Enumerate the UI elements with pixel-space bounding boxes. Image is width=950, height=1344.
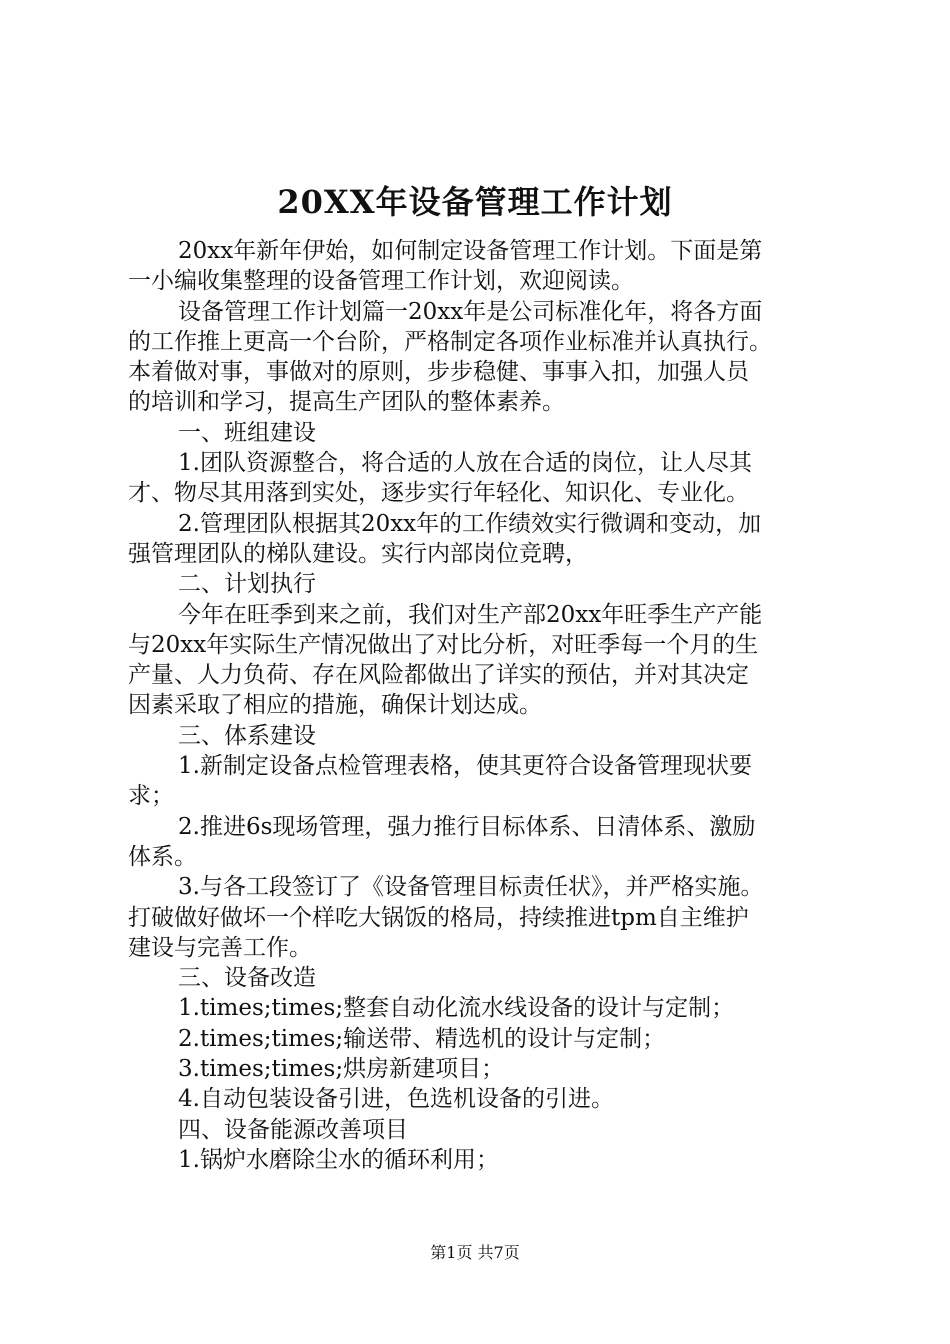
text-line: 2.推进6s现场管理，强力推行目标体系、日清体系、激励 [178,813,756,840]
text-line: 求； [128,783,174,810]
text-line: 产量、人力负荷、存在风险都做出了详实的预估，并对其决定 [128,662,749,689]
text-line: 今年在旺季到来之前，我们对生产部20xx年旺季生产产能 [178,601,763,628]
text-line: 因素采取了相应的措施，确保计划达成。 [128,692,542,719]
text-line: 打破做好做坏一个样吃大锅饭的格局，持续推进tpm自主维护 [128,904,749,931]
text-line: 一、班组建设 [178,419,316,446]
document-body [128,236,838,1175]
text-line: 建设与完善工作。 [128,934,312,961]
text-line: 才、物尽其用落到实处，逐步实行年轻化、知识化、专业化。 [128,480,749,507]
text-line: 一小编收集整理的设备管理工作计划，欢迎阅读。 [128,268,634,295]
text-line: 3.times;times;烘房新建项目； [178,1056,505,1083]
text-line: 三、体系建设 [178,722,316,749]
text-line: 4.自动包装设备引进，色选机设备的引进。 [178,1086,614,1113]
text-line: 1.团队资源整合，将合适的人放在合适的岗位，让人尽其 [178,450,752,477]
text-line: 的培训和学习，提高生产团队的整体素养。 [128,389,565,416]
text-line: 三、设备改造 [178,965,316,992]
text-line: 二、计划执行 [178,571,316,598]
text-line: 与20xx年实际生产情况做出了对比分析，对旺季每一个月的生 [128,631,759,658]
text-line: 强管理团队的梯队建设。实行内部岗位竞聘， [128,540,588,567]
text-line: 1.锅炉水磨除尘水的循环利用； [178,1146,499,1173]
text-line: 体系。 [128,843,197,870]
document-title: 20XX年设备管理工作计划 [277,183,673,221]
text-line: 2.times;times;输送带、精选机的设计与定制； [178,1025,666,1052]
text-line: 的工作推上更高一个台阶，严格制定各项作业标准并认真执行。 [128,328,772,355]
text-line: 设备管理工作计划篇一20xx年是公司标准化年，将各方面 [178,298,763,325]
text-line: 1.新制定设备点检管理表格，使其更符合设备管理现状要 [178,753,752,780]
text-line: 四、设备能源改善项目 [178,1116,408,1143]
text-line: 2.管理团队根据其20xx年的工作绩效实行微调和变动，加 [178,510,762,537]
text-line: 3.与各工段签订了《设备管理目标责任状》，并严格实施。 [178,874,764,901]
page-footer: 第1页 共7页 [430,1243,520,1262]
text-line: 20xx年新年伊始，如何制定设备管理工作计划。下面是第 [178,238,763,264]
text-line: 本着做对事，事做对的原则，步步稳健、事事入扣，加强人员 [128,359,749,386]
text-line: 1.times;times;整套自动化流水线设备的设计与定制； [178,995,735,1022]
